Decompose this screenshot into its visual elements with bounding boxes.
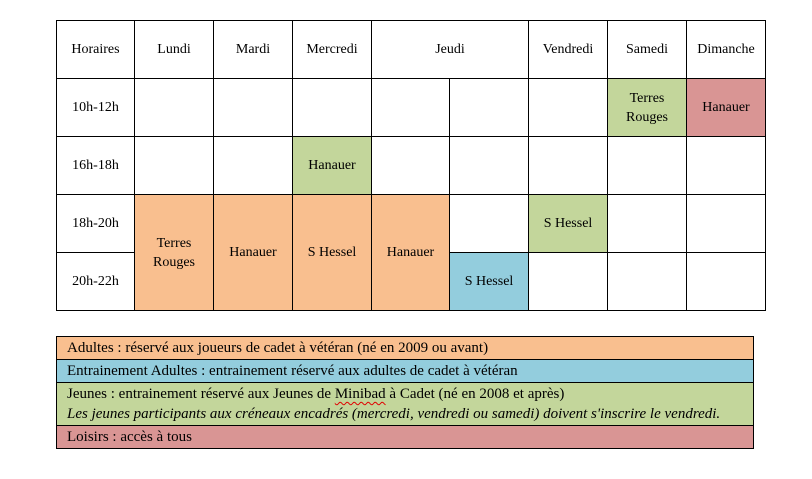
empty-cell xyxy=(608,195,687,253)
header-vendredi: Vendredi xyxy=(529,21,608,79)
spellcheck-word: Minibad xyxy=(334,386,386,402)
header-mardi: Mardi xyxy=(214,21,293,79)
slot-mardi-18-22: Hanauer xyxy=(214,195,293,311)
slot-jeudi-20-22: S Hessel xyxy=(450,253,529,311)
table-row xyxy=(57,137,766,195)
legend-row-entrainement xyxy=(57,360,754,383)
legend-loisirs: Loisirs : accès à tous xyxy=(57,426,754,449)
empty-cell xyxy=(135,79,214,137)
time-cell: 16h-18h xyxy=(57,137,135,195)
empty-cell xyxy=(293,79,372,137)
legend-table xyxy=(56,336,754,449)
empty-cell xyxy=(608,253,687,311)
empty-cell xyxy=(608,137,687,195)
time-cell: 20h-22h xyxy=(57,253,135,311)
legend-jeunes-text: Jeunes : entrainement réservé aux Jeunes de xyxy=(67,386,335,402)
header-horaires: Horaires xyxy=(57,21,135,79)
legend-row-loisirs xyxy=(57,426,754,449)
table-row xyxy=(57,195,766,253)
empty-cell xyxy=(214,137,293,195)
slot-dimanche-10-12: Hanauer xyxy=(687,79,766,137)
header-row xyxy=(57,21,766,79)
empty-cell xyxy=(687,195,766,253)
slot-mercredi-18-22: S Hessel xyxy=(293,195,372,311)
empty-cell xyxy=(450,137,529,195)
legend-entrainement: Entrainement Adultes : entrainement réservé aux adultes de cadet à vétéran xyxy=(57,360,754,383)
empty-cell xyxy=(450,79,529,137)
legend-adultes: Adultes : réservé aux joueurs de cadet à vétéran (né en 2009 ou avant) xyxy=(57,337,754,360)
empty-cell xyxy=(687,253,766,311)
legend-jeunes xyxy=(57,383,754,426)
table-row xyxy=(57,79,766,137)
header-dimanche: Dimanche xyxy=(687,21,766,79)
legend-jeunes-note: Les jeunes participants aux créneaux encadrés (mercredi, vendredi ou samedi) doivent s'inscrire le vendredi. xyxy=(67,406,721,422)
slot-samedi-10-12: Terres Rouges xyxy=(608,79,687,137)
legend-row-adultes xyxy=(57,337,754,360)
legend-row-jeunes xyxy=(57,383,754,426)
legend-jeunes-text-end: à Cadet (né en 2008 et après) xyxy=(385,386,565,402)
empty-cell xyxy=(529,253,608,311)
empty-cell xyxy=(372,137,450,195)
empty-cell xyxy=(135,137,214,195)
time-cell: 18h-20h xyxy=(57,195,135,253)
slot-vendredi-18-20: S Hessel xyxy=(529,195,608,253)
empty-cell xyxy=(214,79,293,137)
empty-cell xyxy=(529,137,608,195)
empty-cell xyxy=(529,79,608,137)
slot-mercredi-16-18: Hanauer xyxy=(293,137,372,195)
slot-jeudi-18-22: Hanauer xyxy=(372,195,450,311)
empty-cell xyxy=(450,195,529,253)
header-mercredi: Mercredi xyxy=(293,21,372,79)
schedule-table xyxy=(56,20,766,311)
slot-lundi-18-22: Terres Rouges xyxy=(135,195,214,311)
time-cell: 10h-12h xyxy=(57,79,135,137)
empty-cell xyxy=(372,79,450,137)
header-samedi: Samedi xyxy=(608,21,687,79)
empty-cell xyxy=(687,137,766,195)
header-jeudi: Jeudi xyxy=(372,21,529,79)
header-lundi: Lundi xyxy=(135,21,214,79)
